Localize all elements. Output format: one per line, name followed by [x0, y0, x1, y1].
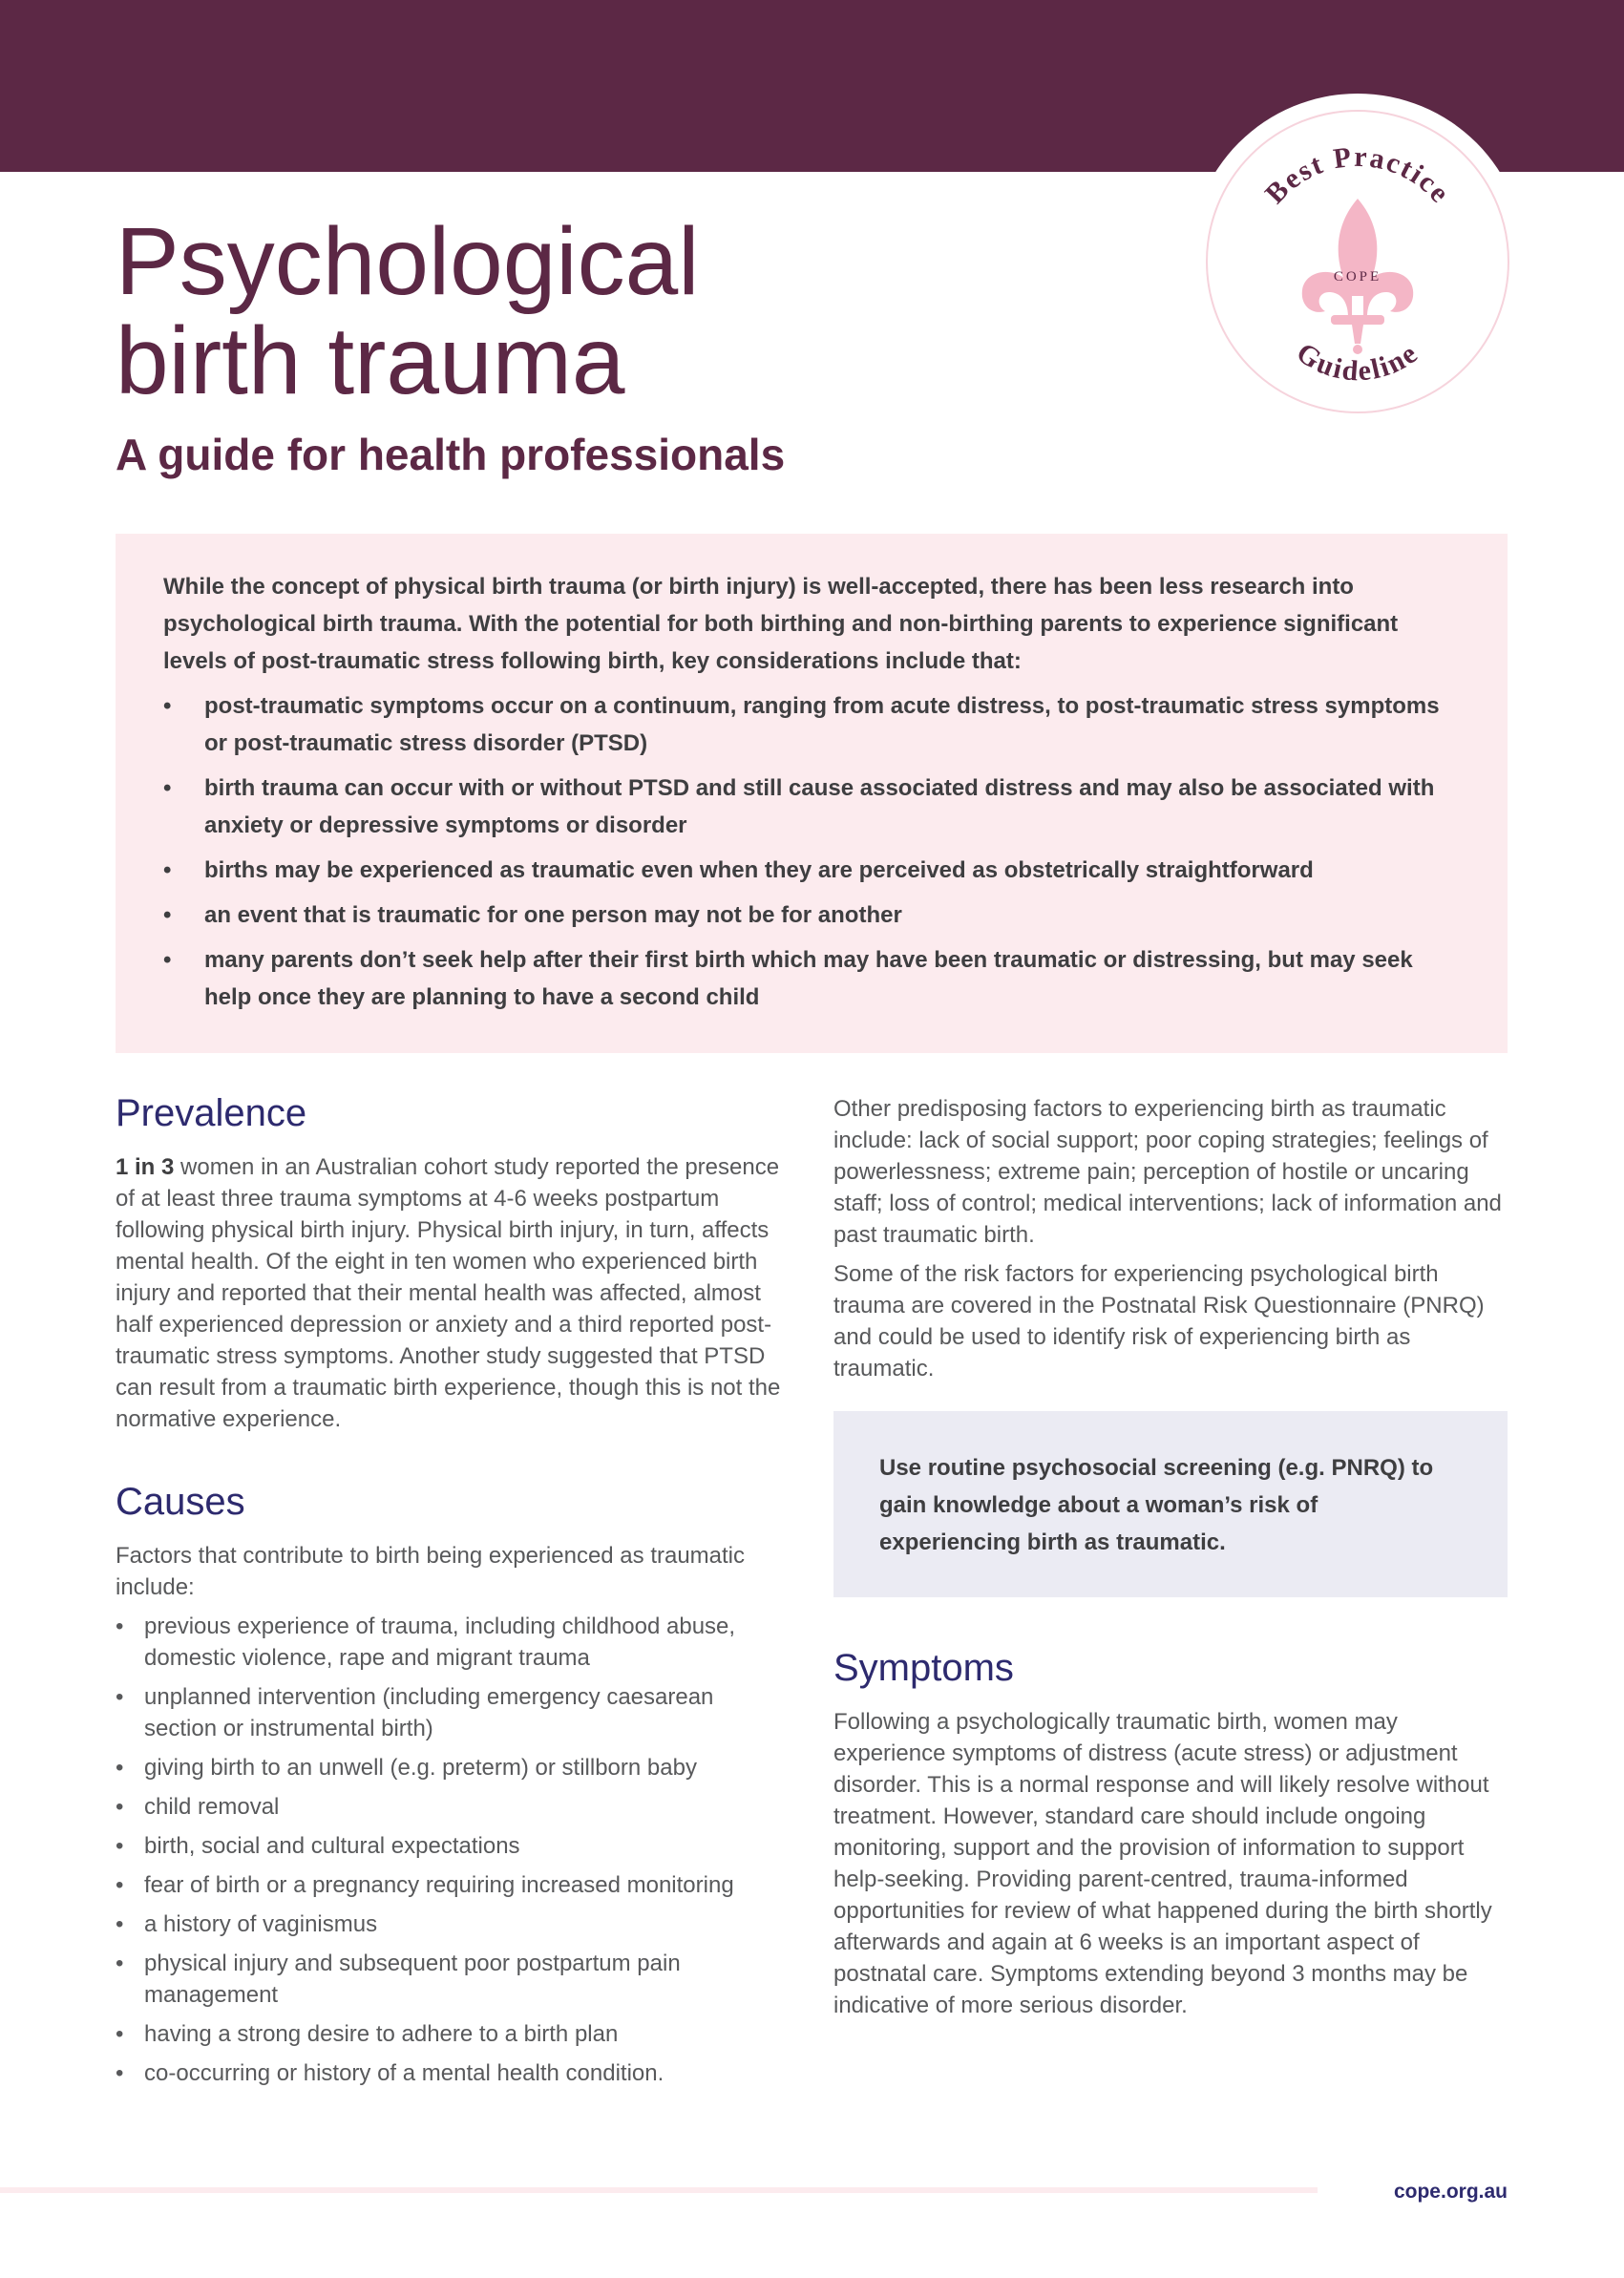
causes-bullet: • co-occurring or history of a mental health condition. — [116, 2057, 784, 2089]
causes-bullet: • child removal — [116, 1791, 784, 1823]
left-column — [116, 1088, 784, 2097]
right-column — [833, 1093, 1508, 2029]
footer-divider — [0, 2187, 1318, 2193]
prevalence-stat: 1 in 3 — [116, 1154, 175, 1180]
causes-bullet: • a history of vaginismus — [116, 1909, 784, 1940]
intro-paragraph: While the concept of physical birth trauma (or birth injury) is well-accepted, there has been less research into psychological birth trauma. With the potential for both birthing and non-birthing parents to experience significant levels of post-traumatic stress following birth, key considerations include that: — [163, 574, 1399, 674]
causes-heading: Causes — [116, 1481, 245, 1523]
causes-bullet-list — [116, 1611, 784, 2089]
causes-bullet: • giving birth to an unwell (e.g. preterm) or stillborn baby — [116, 1752, 784, 1783]
page-subtitle: A guide for health professionals — [116, 430, 786, 479]
best-practice-badge — [1190, 94, 1526, 430]
causes-intro: Factors that contribute to birth being experienced as traumatic include: — [116, 1543, 746, 1600]
badge-graphic — [1190, 94, 1526, 430]
causes-bullet: • birth, social and cultural expectations — [116, 1830, 784, 1862]
intro-bullet: • post-traumatic symptoms occur on a continuum, ranging from acute distress, to post-traumatic stress symptoms or post-traumatic stress disorder (PTSD) — [163, 687, 1460, 762]
intro-bullet: • births may be experienced as traumatic even when they are perceived as obstetrically straightforward — [163, 852, 1460, 889]
symptoms-paragraph: Following a psychologically traumatic birth, women may experience symptoms of distress (acute stress) or adjustment disorder. This is a normal response and will likely resolve without treatment. However, standard care should include ongoing monitoring, support and the provision of information to support help-seeking. Providing parent-centred, trauma-informed opportunities for review of what happened during the birth shortly afterwards and again at 6 weeks is an important aspect of postnatal care. Symptoms extending beyond 3 months may be indicative of more serious disorder. — [833, 1709, 1492, 2018]
intro-box — [116, 534, 1508, 1053]
footer-website-link[interactable]: cope.org.au — [1393, 2181, 1508, 2203]
prevalence-text: women in an Australian cohort study reported the presence of at least three trauma symptoms at 4-6 weeks postpartum following physical birth injury. Physical birth injury, in turn, affects mental health. Of the eight in ten women who experienced birth injury and reported that their mental health was affected, almost half experienced depression or anxiety and a third reported post-traumatic stress symptoms. Another study suggested that PTSD can result from a traumatic birth experience, though this is not the normative experience. — [116, 1154, 781, 1432]
screening-callout: Use routine psychosocial screening (e.g. PNRQ) to gain knowledge about a woman’s risk of experiencing birth as traumatic. — [833, 1411, 1508, 1597]
page-title-line-1: Psychological — [116, 208, 700, 315]
predisposing-factors-paragraph: Other predisposing factors to experiencing birth as traumatic include: lack of social support; poor coping strategies; feelings of powerlessness; extreme pain; perception of hostile or uncaring staff; loss of control; medical interventions; lack of information and past traumatic birth. — [833, 1096, 1502, 1248]
causes-bullet: • physical injury and subsequent poor postpartum pain management — [116, 1948, 784, 2011]
intro-bullet-list — [163, 687, 1460, 1016]
prevalence-paragraph — [116, 1151, 784, 1435]
causes-bullet: • unplanned intervention (including emergency caesarean section or instrumental birth) — [116, 1681, 784, 1744]
causes-bullet: • having a strong desire to adhere to a birth plan — [116, 2018, 784, 2050]
badge-center-text: COPE — [1333, 269, 1382, 285]
badge-top-text: Best Practice — [1258, 140, 1457, 210]
symptoms-heading: Symptoms — [833, 1647, 1014, 1689]
intro-bullet: • an event that is traumatic for one person may not be for another — [163, 896, 1460, 934]
page-title — [116, 208, 700, 414]
causes-bullet: • previous experience of trauma, including childhood abuse, domestic violence, rape and migrant trauma — [116, 1611, 784, 1674]
prevalence-heading: Prevalence — [116, 1092, 307, 1134]
page-title-line-2: birth trauma — [116, 307, 625, 414]
intro-bullet: • birth trauma can occur with or without PTSD and still cause associated distress and may also be associated with anxiety or depressive symptoms or disorder — [163, 770, 1460, 844]
causes-bullet: • fear of birth or a pregnancy requiring increased monitoring — [116, 1869, 784, 1901]
intro-bullet: • many parents don’t seek help after their first birth which may have been traumatic or distressing, but may seek help once they are planning to have a second child — [163, 941, 1460, 1016]
pnrq-paragraph: Some of the risk factors for experiencing psychological birth trauma are covered in the Postnatal Risk Questionnaire (PNRQ) and could be used to identify risk of experiencing birth as traumatic. — [833, 1261, 1485, 1382]
badge-bottom-text: Guideline — [1290, 336, 1425, 388]
